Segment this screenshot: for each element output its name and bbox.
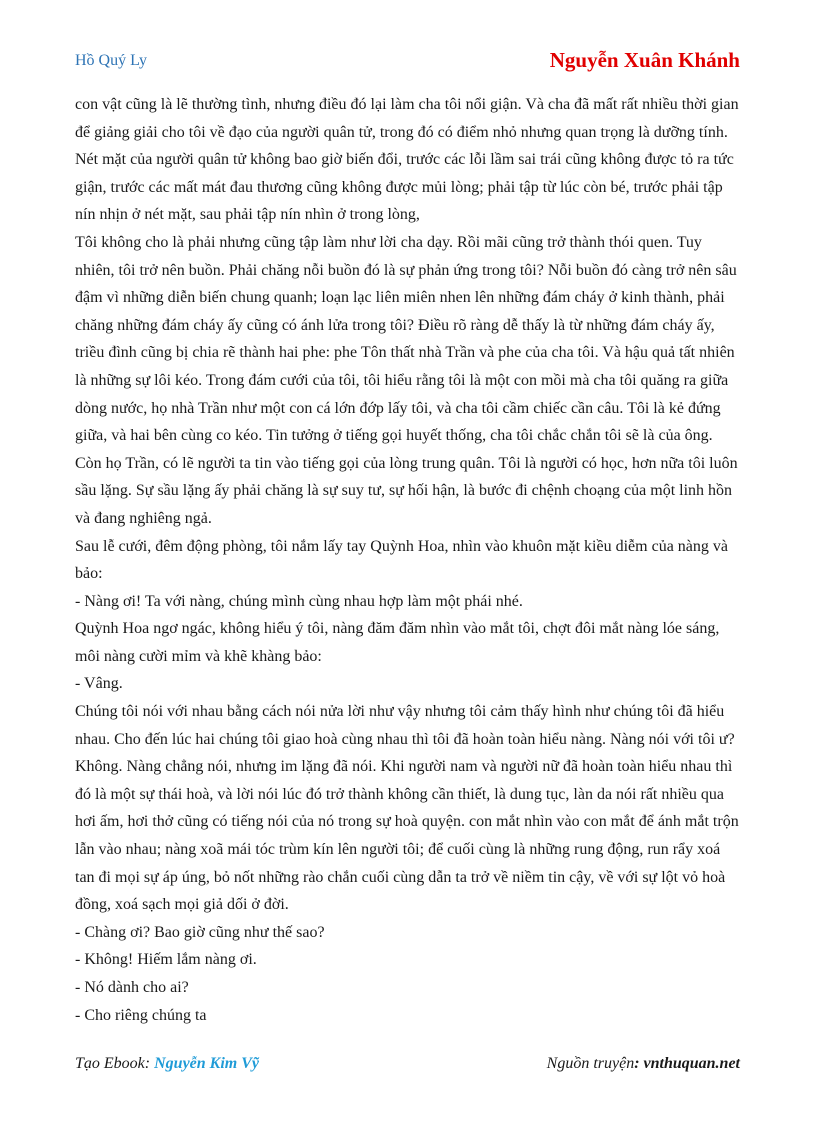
page-header [75, 48, 740, 76]
paragraph: Tôi không cho là phải nhưng cũng tập làm như lời cha dạy. Rồi mãi cũng trở thành thói quen. Tuy nhiên, tôi trở nên buồn. Phải chăng nỗi buồn đó là sự phản ứng trong tôi? Nỗi buồn đó càng trở nên sâu đậm vì những diễn biến chung quanh; loạn lạc liên miên nhen lên những đám cháy ở kinh thành, phải chăng những đám cháy ấy cũng có ánh lửa trong tôi? Điều rõ ràng dễ thấy là từ những đám cháy ấy, triều đình cũng bị chia rẽ thành hai phe: phe Tôn thất nhà Trần và phe của cha tôi. Và hậu quả tất nhiên là những sự lôi kéo. Trong đám cưới của tôi, tôi hiểu rằng tôi là một con mồi mà cha tôi quăng ra giữa dòng nước, họ nhà Trần như một con cá lớn đớp lấy tôi, và cha tôi cầm chiếc cần câu. Tôi là kẻ đứng giữa, và hai bên cùng co kéo. Tin tưởng ở tiếng gọi huyết thống, cha tôi chắc chắn tôi sẽ là của ông. Còn họ Trần, có lẽ người ta tin vào tiếng gọi của lòng trung quân. Tôi là người có học, hơn nữa tôi luôn sầu lặng. Sự sầu lặng ấy phải chăng là sự suy tư, sự hối hận, là bước đi chệnh choạng của một linh hồn và đang nghiêng ngả. [75, 233, 738, 527]
dialogue-line: - Cho riêng chúng ta [75, 1006, 207, 1024]
ebook-maker: Nguyễn Kim Vỹ [154, 1055, 259, 1072]
page-content [75, 91, 741, 1029]
paragraph: con vật cũng là lẽ thường tình, nhưng điều đó lại làm cha tôi nổi giận. Và cha đã mất rất nhiều thời gian để giảng giải cho tôi về đạo của người quân tử, trong đó có điểm nhỏ nhưng quan trọng là dưỡng tính. Nét mặt của người quân tử không bao giờ biến đổi, trước các lỗi lầm sai trái cũng không được tỏ ra tức giận, trước các mất mát đau thương cũng không được mủi lòng; phải tập từ lúc còn bé, trước phải tập nín nhịn ở nét mặt, sau phải tập nín nhìn ở trong lòng, [75, 96, 739, 224]
book-title: Hồ Quý Ly [75, 52, 147, 69]
dialogue-line: - Chàng ơi? Bao giờ cũng như thế sao? [75, 923, 325, 941]
dialogue-line: - Nàng ơi! Ta với nàng, chúng mình cùng nhau hợp làm một phái nhé. [75, 592, 523, 610]
author-name: Nguyễn Xuân Khánh [549, 48, 740, 72]
dialogue-line: - Không! Hiếm lắm nàng ơi. [75, 951, 257, 969]
paragraph: Quỳnh Hoa ngơ ngác, không hiểu ý tôi, nàng đăm đăm nhìn vào mắt tôi, chợt đôi mắt nàng lóe sáng, môi nàng cười mỉm và khẽ khàng bảo: [75, 620, 720, 665]
page-footer [75, 1055, 740, 1077]
paragraph: Sau lễ cưới, đêm động phòng, tôi nắm lấy tay Quỳnh Hoa, nhìn vào khuôn mặt kiều diễm của nàng và bảo: [75, 537, 728, 583]
source-label: Nguồn truyện [546, 1055, 635, 1072]
source-credit: Nguồn truyện: vnthuquan.net [546, 1055, 740, 1072]
dialogue-line: - Vâng. [75, 675, 123, 693]
ebook-label: Tạo Ebook [75, 1055, 145, 1072]
dialogue-line: - Nó dành cho ai? [75, 979, 189, 996]
paragraph: Chúng tôi nói với nhau bằng cách nói nửa lời như vậy nhưng tôi cảm thấy hình như chúng tôi đã hiểu nhau. Cho đến lúc hai chúng tôi giao hoà cùng nhau thì tôi đã hoàn toàn hiểu nàng. Nàng nói với tôi ư? Không. Nàng chẳng nói, nhưng im lặng đã nói. Khi người nam và người nữ đã hoàn toàn hiểu nhau thì đó là một sự thái hoà, và lời nói lúc đó trở thành không cần thiết, là dung tục, làn da nói rất nhiều qua hơi ấm, hơi thở cũng có tiếng nói của nó trong sự hoà quyện. con mắt nhìn vào con mắt để ánh mắt trộn lẫn vào nhau; nàng xoã mái tóc trùm kín lên người tôi; để cuối cùng là những rung động, run rẩy xoá tan đi mọi sự áp úng, bỏ nốt những rào chắn cuối cùng dẫn ta trở về niềm tin cậy, về với sự lột vỏ hoà đồng, xoá sạch mọi giả dối ở đời. [75, 703, 739, 914]
ebook-credit: Tạo Ebook: Nguyễn Kim Vỹ [75, 1055, 259, 1072]
source-site: vnthuquan.net [643, 1055, 740, 1072]
